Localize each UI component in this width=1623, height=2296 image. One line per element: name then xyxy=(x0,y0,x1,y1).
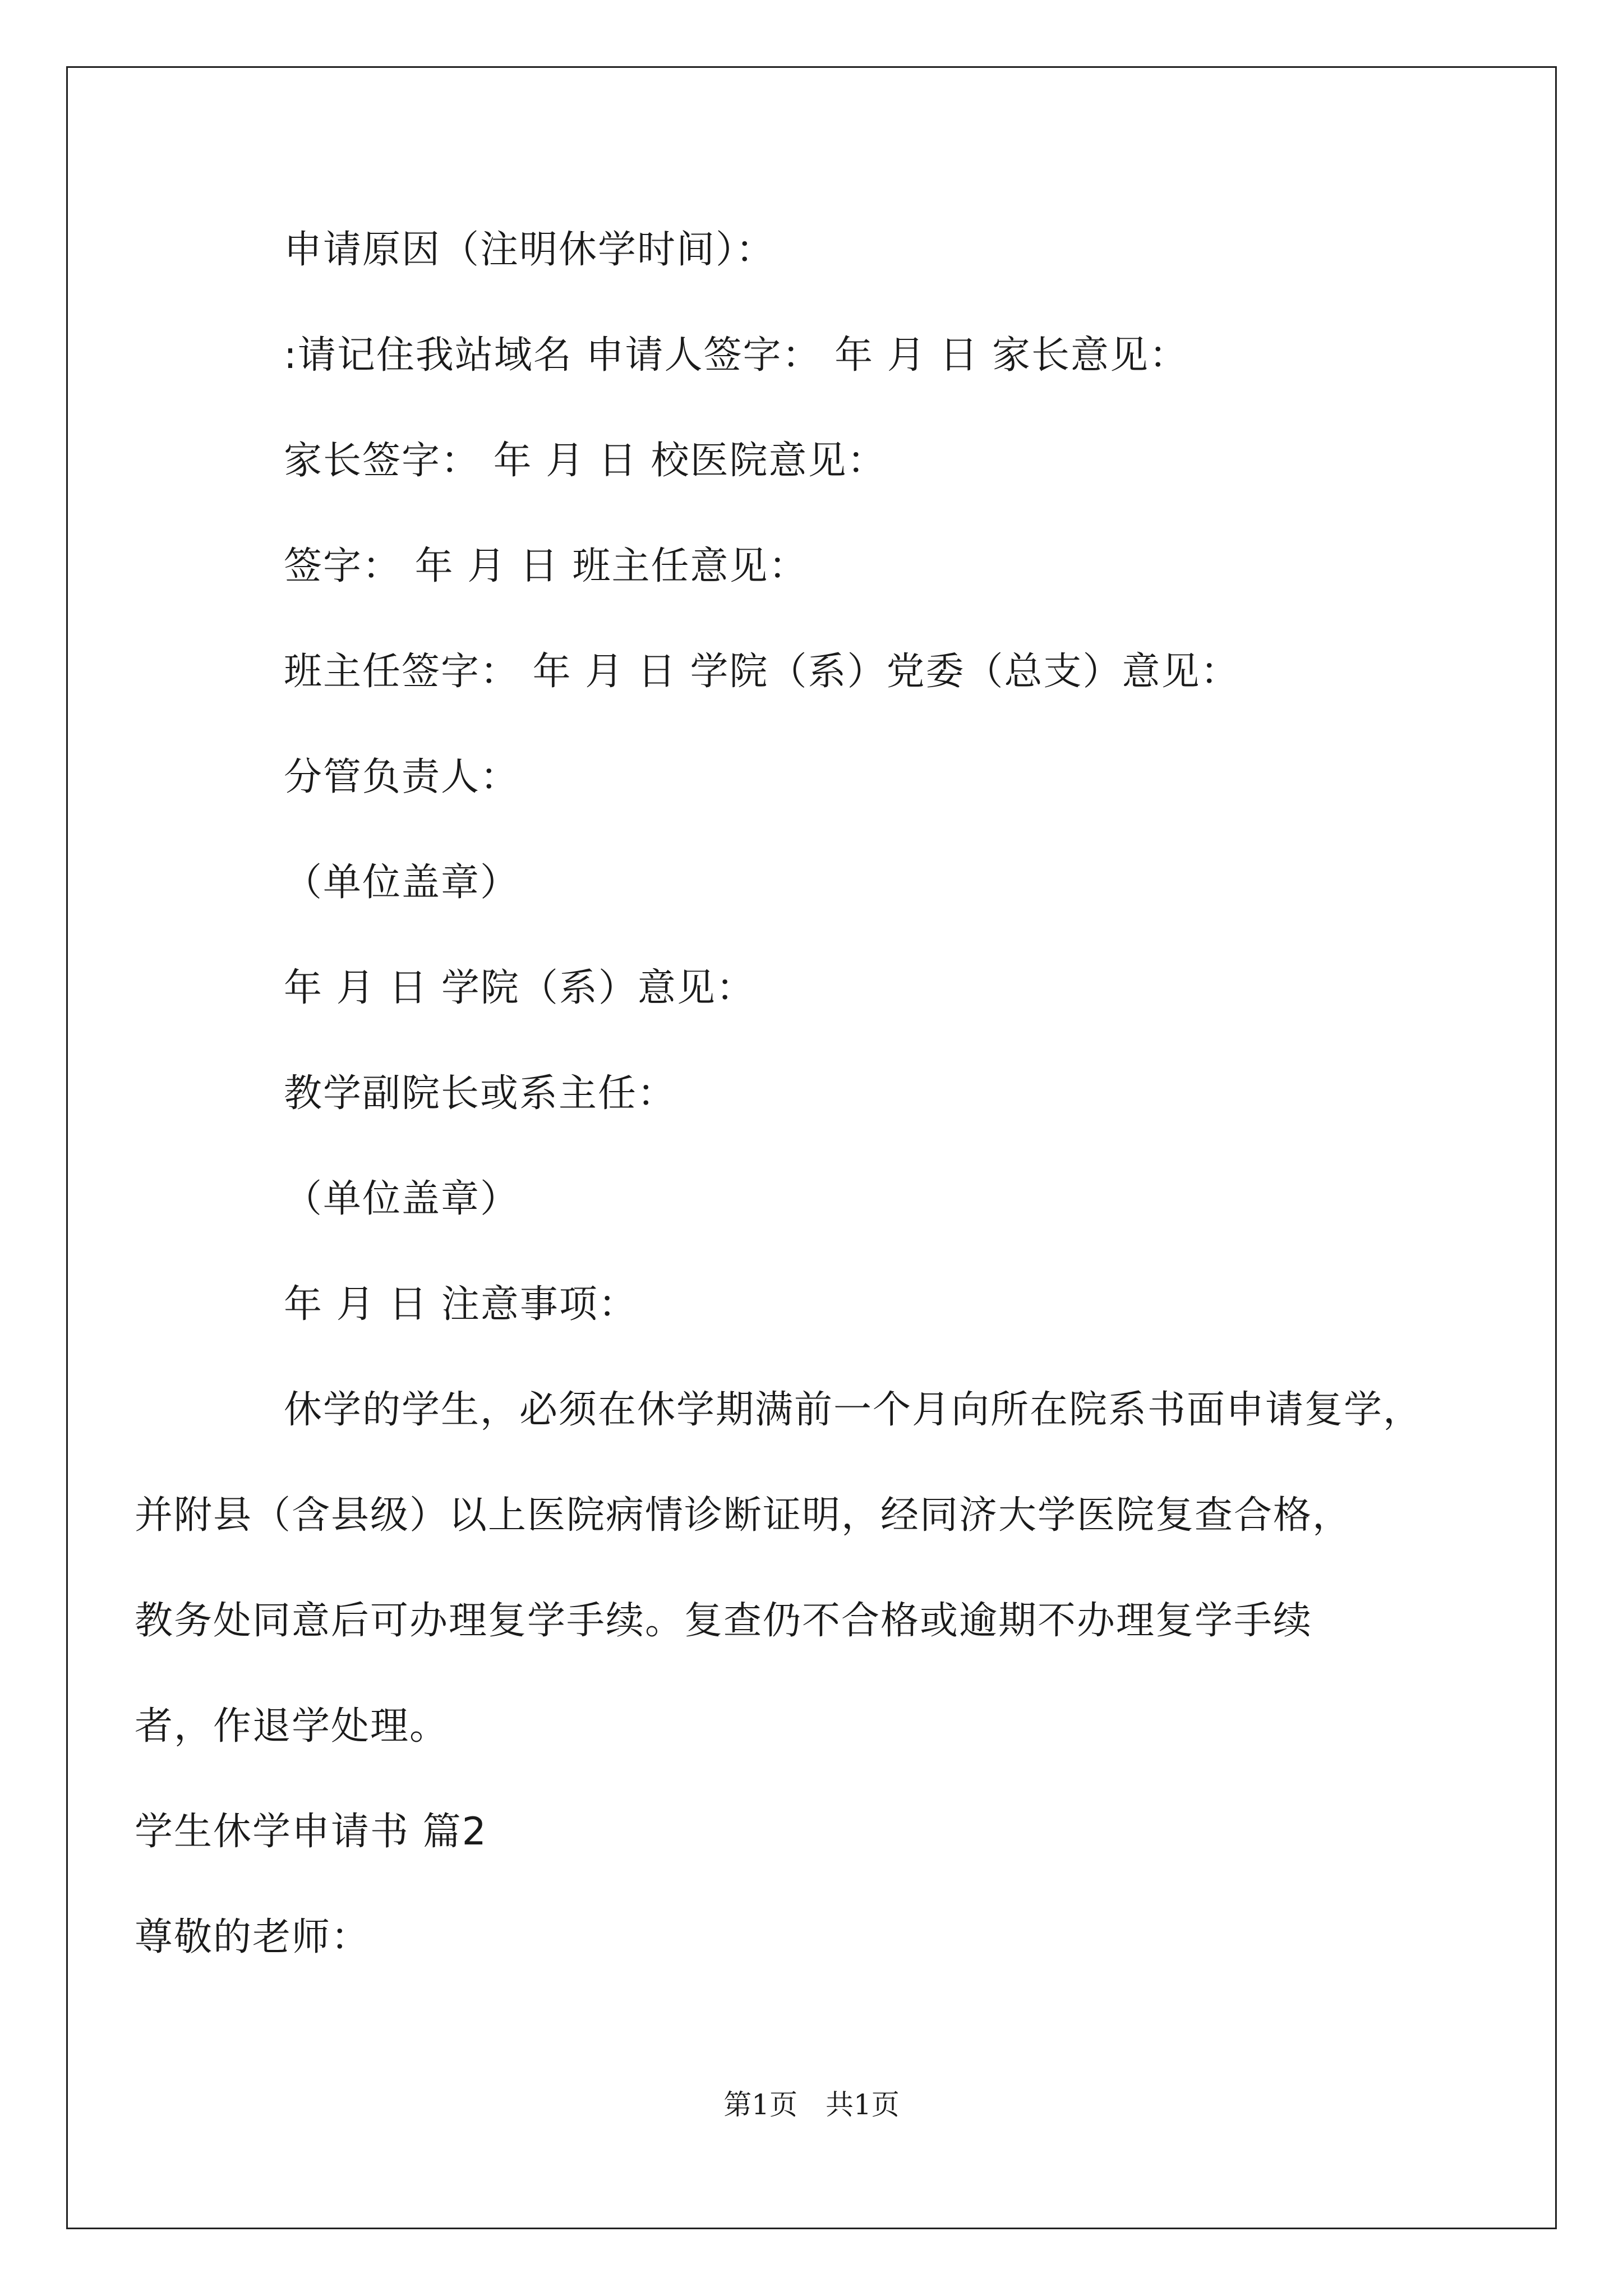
page-total: 共1页 xyxy=(826,2088,900,2121)
vice-dean-line: 教学副院长或系主任： xyxy=(284,1071,677,1116)
section-title: 学生休学申请书 篇2 xyxy=(135,1810,487,1854)
application-reason-line: 申请原因（注明休学时间）： xyxy=(284,228,776,272)
head-teacher-signature-line: 班主任签字： 年 月 日 学院（系）党委（总支）意见： xyxy=(284,650,1240,694)
hospital-signature-line: 签字： 年 月 日 班主任意见： xyxy=(284,544,808,588)
responsible-person-line: 分管负责人： xyxy=(284,755,520,799)
college-opinion-line: 年 月 日 学院（系）意见： xyxy=(284,966,755,1010)
notes-paragraph-line-2: 并附县（含县级）以上医院病情诊断证明，经同济大学医院复查合格， xyxy=(135,1493,1352,1538)
applicant-signature-line: :请记住我站域名 申请人签字： 年 月 日 家长意见： xyxy=(284,333,1188,378)
unit-seal-line: （单位盖章） xyxy=(284,861,520,905)
page-number: 第1页 xyxy=(723,2088,797,2121)
notes-heading-line: 年 月 日 注意事项： xyxy=(284,1282,638,1327)
salutation: 尊敬的老师： xyxy=(135,1915,371,1959)
notes-paragraph-line-3: 教务处同意后可办理复学手续。复查仍不合格或逾期不办理复学手续 xyxy=(135,1599,1313,1643)
unit-seal-line-2: （单位盖章） xyxy=(284,1177,520,1221)
notes-paragraph-line-1: 休学的学生，必须在休学期满前一个月向所在院系书面申请复学， xyxy=(284,1388,1423,1432)
parent-signature-line: 家长签字： 年 月 日 校医院意见： xyxy=(284,439,887,483)
notes-paragraph-line-4: 者，作退学处理。 xyxy=(135,1704,449,1749)
page-footer xyxy=(0,2088,1623,2122)
document-body xyxy=(135,224,1481,2017)
